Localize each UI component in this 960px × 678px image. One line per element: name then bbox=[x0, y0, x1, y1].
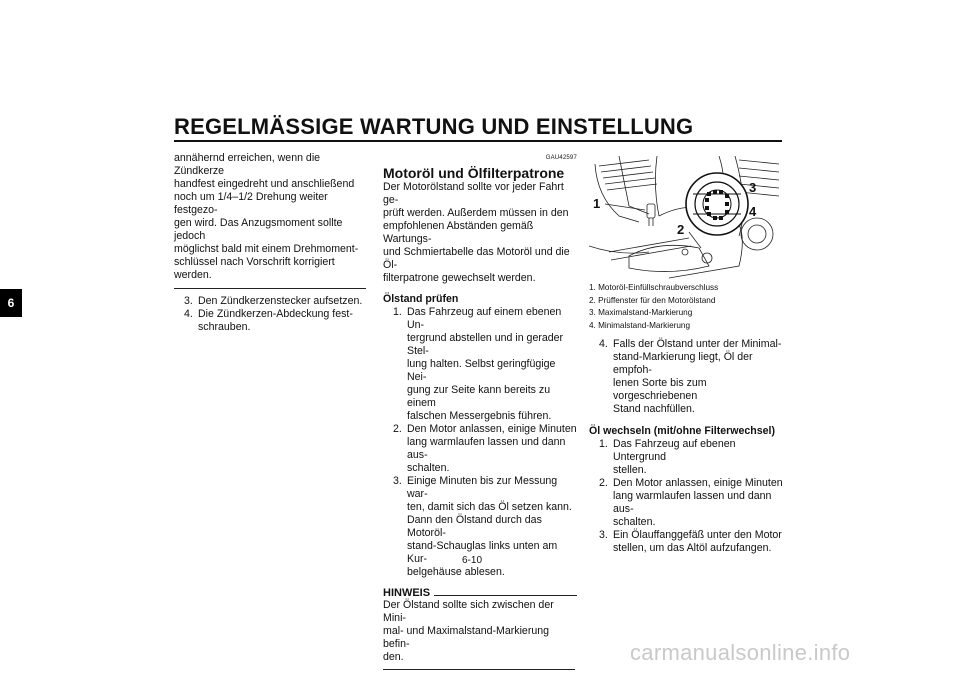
caption-item: 3. Maximalstand-Markierung bbox=[589, 308, 693, 317]
figure-label-2: 2 bbox=[677, 222, 685, 237]
note-label: HINWEIS bbox=[383, 587, 431, 599]
text-line: gen wird. Das Anzugsmoment sollte jedoch bbox=[174, 217, 343, 242]
subheading: Öl wechseln (mit/ohne Filterwechsel) bbox=[589, 425, 776, 437]
column-1 bbox=[174, 152, 368, 334]
section-title: Motoröl und Ölfilterpatrone bbox=[383, 165, 565, 181]
step-list bbox=[589, 438, 783, 555]
text-line: ten, damit sich das Öl setzen kann. bbox=[407, 501, 572, 513]
text-line: und Schmiertabelle das Motoröl und die Öl- bbox=[383, 246, 570, 271]
figure-captions bbox=[589, 282, 783, 332]
figure-label-1: 1 bbox=[593, 196, 601, 211]
text-line: annähernd erreichen, wenn die Zündkerze bbox=[174, 152, 321, 177]
text-line: Dann den Ölstand durch das Motoröl- bbox=[407, 514, 542, 539]
text-line: Den Motor anlassen, einige Minuten bbox=[407, 423, 577, 435]
column-3 bbox=[589, 282, 783, 555]
text-line: lang warmlaufen lassen und dann aus- bbox=[407, 436, 566, 461]
text-line: lenen Sorte bis zum vorgeschriebenen bbox=[613, 377, 707, 402]
text-line: Einige Minuten bis zur Messung war- bbox=[407, 475, 558, 500]
text-line: möglichst bald mit einem Drehmoment- bbox=[174, 243, 359, 255]
text-line: Den Zündkerzenstecker aufsetzen. bbox=[198, 295, 363, 307]
text-line: stellen, um das Altöl aufzufangen. bbox=[613, 542, 772, 554]
step-number: 1. bbox=[393, 306, 402, 318]
text-line: prüft werden. Außerdem müssen in den bbox=[383, 207, 569, 219]
subheading: Ölstand prüfen bbox=[383, 293, 459, 305]
list-item bbox=[174, 295, 368, 308]
figure-label-4: 4 bbox=[749, 204, 757, 219]
text-line: gung zur Seite kann bereits zu einem bbox=[407, 384, 551, 409]
caption-item: 1. Motoröl-Einfüllschraubverschluss bbox=[589, 283, 719, 292]
text-line: den. bbox=[383, 651, 404, 663]
note-text bbox=[383, 599, 577, 664]
watermark: carmanualsonline.info bbox=[630, 640, 851, 665]
figure-label-3: 3 bbox=[749, 180, 757, 195]
text-line: handfest eingedreht und anschließend bbox=[174, 178, 355, 190]
step-list bbox=[589, 338, 783, 416]
column-2 bbox=[383, 152, 577, 670]
page-title: REGELMÄSSIGE WARTUNG UND EINSTELLUNG bbox=[174, 114, 694, 139]
step-list bbox=[174, 295, 368, 334]
step-number: 4. bbox=[184, 308, 193, 320]
text-line: Die Zündkerzen-Abdeckung fest- bbox=[198, 308, 353, 320]
step-number: 3. bbox=[393, 475, 402, 487]
step-list bbox=[383, 306, 577, 579]
text-line: tergrund abstellen und in gerader Stel- bbox=[407, 332, 564, 357]
engine-illustration bbox=[589, 156, 783, 280]
intro-paragraph bbox=[383, 181, 577, 285]
text-line: stand-Schauglas links unten am Kur- bbox=[407, 540, 558, 565]
text-line: empfohlenen Abständen gemäß Wartungs- bbox=[383, 220, 534, 245]
separator-rule bbox=[174, 288, 366, 289]
text-line: belgehäuse ablesen. bbox=[407, 566, 505, 578]
step-number: 1. bbox=[599, 438, 608, 450]
step-number: 2. bbox=[599, 477, 608, 489]
text-line: schlüssel nach Vorschrift korrigiert werden. bbox=[174, 256, 335, 281]
note-header-rule bbox=[434, 595, 577, 596]
text-line: Den Motor anlassen, einige Minuten bbox=[613, 477, 783, 489]
text-line: Der Motorölstand sollte vor jeder Fahrt ge- bbox=[383, 181, 564, 206]
list-item bbox=[589, 438, 783, 477]
text-line: Falls der Ölstand unter der Minimal- bbox=[613, 338, 782, 350]
text-line: Stand nachfüllen. bbox=[613, 403, 695, 415]
list-item bbox=[589, 338, 783, 416]
page-number: 6-10 bbox=[462, 555, 483, 566]
chapter-tab: 6 bbox=[0, 289, 22, 317]
text-line: lang warmlaufen lassen und dann aus- bbox=[613, 490, 772, 515]
text-line: Der Ölstand sollte sich zwischen der Mini- bbox=[383, 599, 554, 624]
engine-drawing bbox=[589, 156, 783, 280]
note-end-rule bbox=[383, 669, 575, 670]
list-item bbox=[589, 477, 783, 529]
header-rule bbox=[174, 140, 782, 142]
text-line: Das Fahrzeug auf einem ebenen Un- bbox=[407, 306, 562, 331]
text-line: schrauben. bbox=[198, 321, 251, 333]
text-line: noch um 1/4–1/2 Drehung weiter festgezo- bbox=[174, 191, 328, 216]
step-number: 3. bbox=[184, 295, 193, 307]
text-line: falschen Messergebnis führen. bbox=[407, 410, 552, 422]
intro-paragraph bbox=[174, 152, 368, 282]
note-header bbox=[383, 587, 577, 599]
step-number: 2. bbox=[393, 423, 402, 435]
text-line: filterpatrone gewechselt werden. bbox=[383, 272, 536, 284]
caption-item: 4. Minimalstand-Markierung bbox=[589, 320, 691, 330]
list-item bbox=[383, 306, 577, 423]
caption-item: 2. Prüffenster für den Motorölstand bbox=[589, 295, 716, 305]
text-line: schalten. bbox=[613, 516, 656, 528]
reference-code: GAU42597 bbox=[545, 155, 577, 161]
list-item bbox=[589, 529, 783, 555]
list-item bbox=[383, 423, 577, 475]
text-line: mal- und Maximalstand-Markierung befin- bbox=[383, 625, 550, 650]
step-number: 4. bbox=[599, 338, 608, 350]
text-line: Ein Ölauffanggefäß unter den Motor bbox=[613, 529, 782, 541]
text-line: schalten. bbox=[407, 462, 450, 474]
text-line: Das Fahrzeug auf ebenen Untergrund bbox=[613, 438, 736, 463]
sight-glass-callout bbox=[686, 173, 748, 235]
text-line: lung halten. Selbst geringfügige Nei- bbox=[407, 358, 556, 383]
text-line: stellen. bbox=[613, 464, 647, 476]
list-item bbox=[174, 308, 368, 334]
step-number: 3. bbox=[599, 529, 608, 541]
text-line: stand-Markierung liegt, Öl der empfoh- bbox=[613, 351, 753, 376]
